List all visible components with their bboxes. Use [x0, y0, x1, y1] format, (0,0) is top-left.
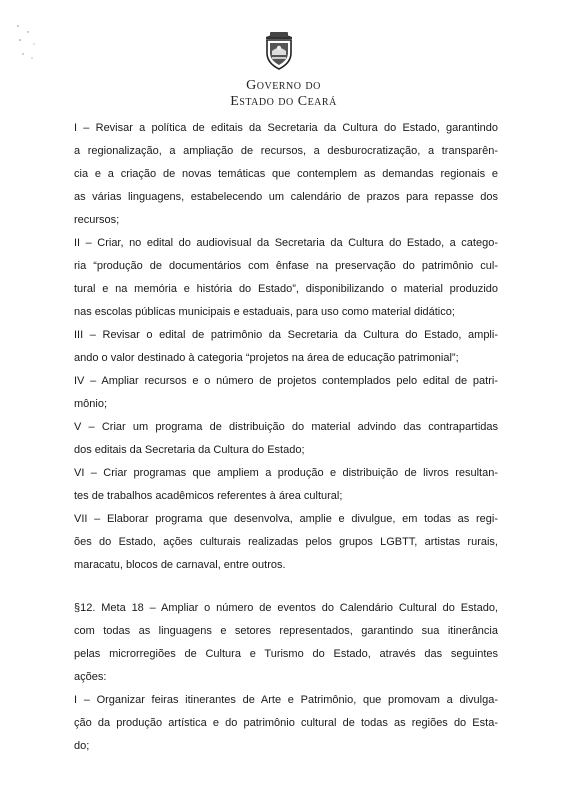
- letterhead: [0, 78, 567, 110]
- text-line: tes de trabalhos acadêmicos referentes à área cultural;: [74, 490, 343, 502]
- text-line: do;: [74, 740, 90, 752]
- text-line: II – Criar, no edital do audiovisual da Secretaria da Cultura do Estado, a catego-: [74, 237, 498, 249]
- text-line: cia e a criação de novas temáticas que contemplem as demandas regionais e: [74, 168, 498, 180]
- text-line: dos editais da Secretaria da Cultura do Estado;: [74, 444, 305, 456]
- text-line: tural e na memória e história do Estado”, disponibilizando o material produzido: [74, 283, 498, 295]
- text-line: VII – Elaborar programa que desenvolva, amplie e divulgue, em todas as regi-: [74, 513, 498, 525]
- text-line: as várias linguagens, estabelecendo um calendário de prazos para repasse dos: [74, 191, 498, 203]
- text-line: ção da produção artística e do patrimônio cultural de todas as regiões do Esta-: [74, 717, 498, 729]
- scan-specks: [14, 22, 44, 72]
- text-line: ações:: [74, 671, 107, 683]
- text-line: a regionalização, a ampliação de recursos, a desburocratização, a transparên-: [74, 145, 498, 157]
- text-line: VI – Criar programas que ampliem a produção e distribuição de livros resultan-: [74, 467, 498, 479]
- letterhead-line-1: Governo do: [246, 78, 321, 93]
- text-line: V – Criar um programa de distribuição do material advindo das contrapartidas: [74, 421, 498, 433]
- letterhead-line-2: Estado do Ceará: [230, 94, 337, 109]
- state-coat-of-arms-icon: [262, 29, 296, 71]
- text-line: IV – Ampliar recursos e o número de projetos contemplados pelo edital de patri-: [74, 375, 498, 387]
- text-line: ando o valor destinado à categoria “projetos na área de educação patrimonial”;: [74, 352, 459, 364]
- text-line: ria “produção de documentários com ênfase na preservação do patrimônio cul-: [74, 260, 498, 272]
- text-line: §12. Meta 18 – Ampliar o número de eventos do Calendário Cultural do Estado,: [74, 602, 498, 614]
- text-line: recursos;: [74, 214, 120, 226]
- text-line: I – Organizar feiras itinerantes de Arte e Patrimônio, que promovam a divulga-: [74, 694, 498, 706]
- text-line: com todas as linguagens e setores representados, garantindo sua itinerância: [74, 625, 498, 637]
- text-line: III – Revisar o edital de patrimônio da Secretaria da Cultura do Estado, ampli-: [74, 329, 498, 341]
- text-line: ões do Estado, ações culturais realizadas pelos grupos LGBTT, artistas rurais,: [74, 536, 498, 548]
- text-line: mônio;: [74, 398, 108, 410]
- text-line: nas escolas públicas municipais e estaduais, para uso como material didático;: [74, 306, 455, 318]
- text-line: maracatu, blocos de carnaval, entre outros.: [74, 559, 286, 571]
- text-line: I – Revisar a política de editais da Secretaria da Cultura do Estado, garantindo: [74, 122, 498, 134]
- text-line: pelas microrregiões de Cultura e Turismo do Estado, através das seguintes: [74, 648, 498, 660]
